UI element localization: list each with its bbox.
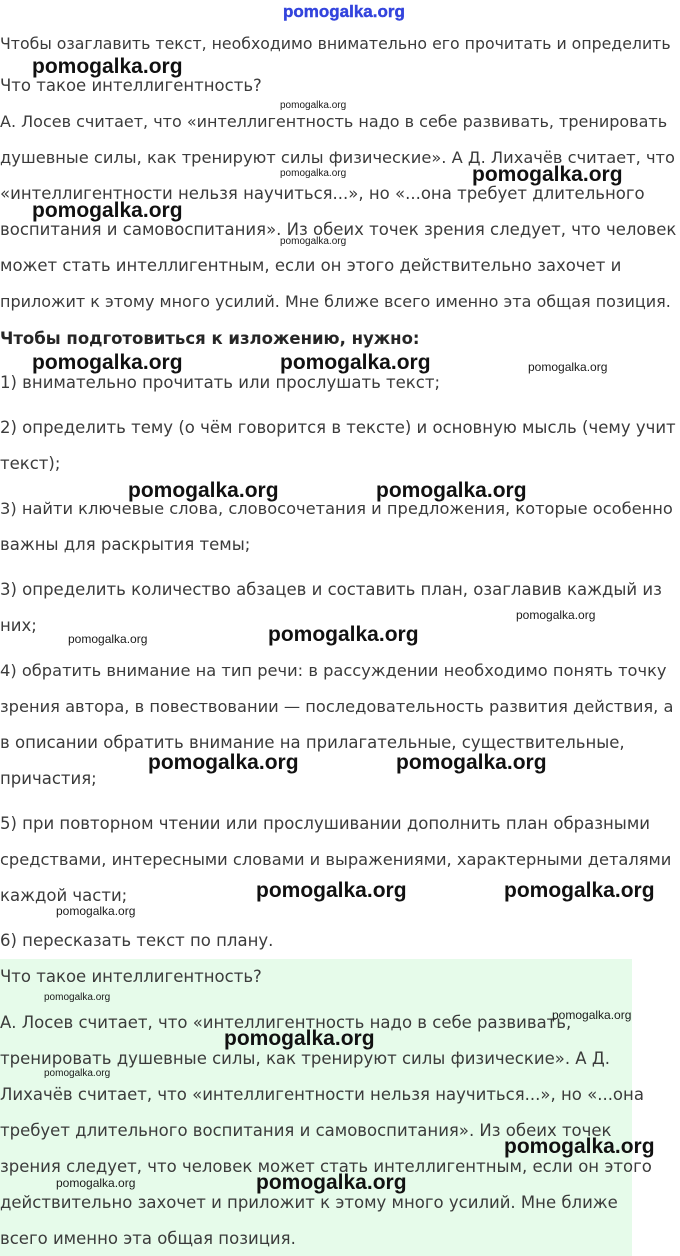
watermark: pomogalka.org [32,199,183,222]
answer-line: А. Лосев считает, что «интеллигентность надо в себе развивать, [0,1013,572,1032]
prep-line: важны для раскрытия темы; [0,535,251,554]
prep-line: зрения автора, в повествовании — последовательность развития действия, а [0,697,674,716]
intro-question: Что такое интеллигентность? [0,76,262,95]
watermark: pomogalka.org [504,879,655,902]
intro-line: «интеллигентности нельзя научиться...», но «...она требует длительного [0,184,645,203]
watermark: pomogalka.org [552,1008,632,1022]
watermark: pomogalka.org [280,100,347,111]
watermark: pomogalka.org [280,168,347,179]
watermark: pomogalka.org [224,1027,375,1050]
prep-line: средствами, интересными словами и выражениями, характерными деталями [0,850,672,869]
watermark: pomogalka.org [256,1171,407,1194]
watermark: pomogalka.org [32,55,183,78]
watermark: pomogalka.org [56,1176,136,1190]
watermark: pomogalka.org [268,623,419,646]
watermark: pomogalka.org [148,751,299,774]
watermark: pomogalka.org [32,351,183,374]
prep-line: текст); [0,454,61,473]
header-watermark: pomogalka.org [283,2,405,21]
prep-line: 1) внимательно прочитать или прослушать текст; [0,373,441,392]
answer-line: зрения следует, что человек может стать интеллигентным, если он этого [0,1157,652,1176]
intro-line: А. Лосев считает, что «интеллигентность надо в себе развивать, тренировать [0,112,668,131]
watermark: pomogalka.org [516,608,596,622]
watermark: pomogalka.org [376,479,527,502]
watermark: pomogalka.org [56,904,136,918]
answer-line: всего именно эта общая позиция. [0,1229,296,1248]
prep-line: в описании обратить внимание на прилагательные, существительные, [0,733,625,752]
prep-heading: Чтобы подготовиться к изложению, нужно: [0,329,420,348]
prep-line: 3) найти ключевые слова, словосочетания и предложения, которые особенно [0,499,673,518]
answer-line: действительно захочет и приложит к этому много усилий. Мне ближе [0,1193,618,1212]
prep-line: 2) определить тему (о чём говорится в тексте) и основную мысль (чему учит [0,418,676,437]
prep-line: каждой части; [0,886,128,905]
answer-line: Лихачёв считает, что «интеллигентности нельзя научиться...», но «...она [0,1085,644,1104]
prep-line: них; [0,616,37,635]
watermark: pomogalka.org [256,879,407,902]
watermark: pomogalka.org [280,236,347,247]
watermark: pomogalka.org [280,351,431,374]
watermark: pomogalka.org [396,751,547,774]
intro-lead: Чтобы озаглавить текст, необходимо внимательно его прочитать и определить [0,34,671,53]
intro-line: воспитания и самовоспитания». Из обеих точек зрения следует, что человек [0,220,677,239]
prep-line: 4) обратить внимание на тип речи: в рассуждении необходимо понять точку [0,661,667,680]
answer-line: тренировать душевные силы, как тренируют силы физические». А Д. [0,1049,610,1068]
watermark: pomogalka.org [472,163,623,186]
intro-line: душевные силы, как тренируют силы физические». А Д. Лихачёв считает, что [0,148,675,167]
prep-line: 3) определить количество абзацев и составить план, озаглавив каждый из [0,580,662,599]
prep-line: 5) при повторном чтении или прослушивании дополнить план образными [0,814,650,833]
answer-line: требует длительного воспитания и самовоспитания». Из обеих точек [0,1121,612,1140]
prep-line: 6) пересказать текст по плану. [0,931,274,950]
watermark: pomogalka.org [128,479,279,502]
intro-line: приложит к этому много усилий. Мне ближе всего именно эта общая позиция. [0,292,671,311]
watermark: pomogalka.org [44,1068,111,1079]
intro-line: может стать интеллигентным, если он этого действительно захочет и [0,256,622,275]
answer-question: Что такое интеллигентность? [0,967,262,986]
watermark: pomogalka.org [528,360,608,374]
watermark: pomogalka.org [504,1135,655,1158]
watermark: pomogalka.org [68,632,148,646]
prep-line: причастия; [0,769,97,788]
watermark: pomogalka.org [44,992,111,1003]
